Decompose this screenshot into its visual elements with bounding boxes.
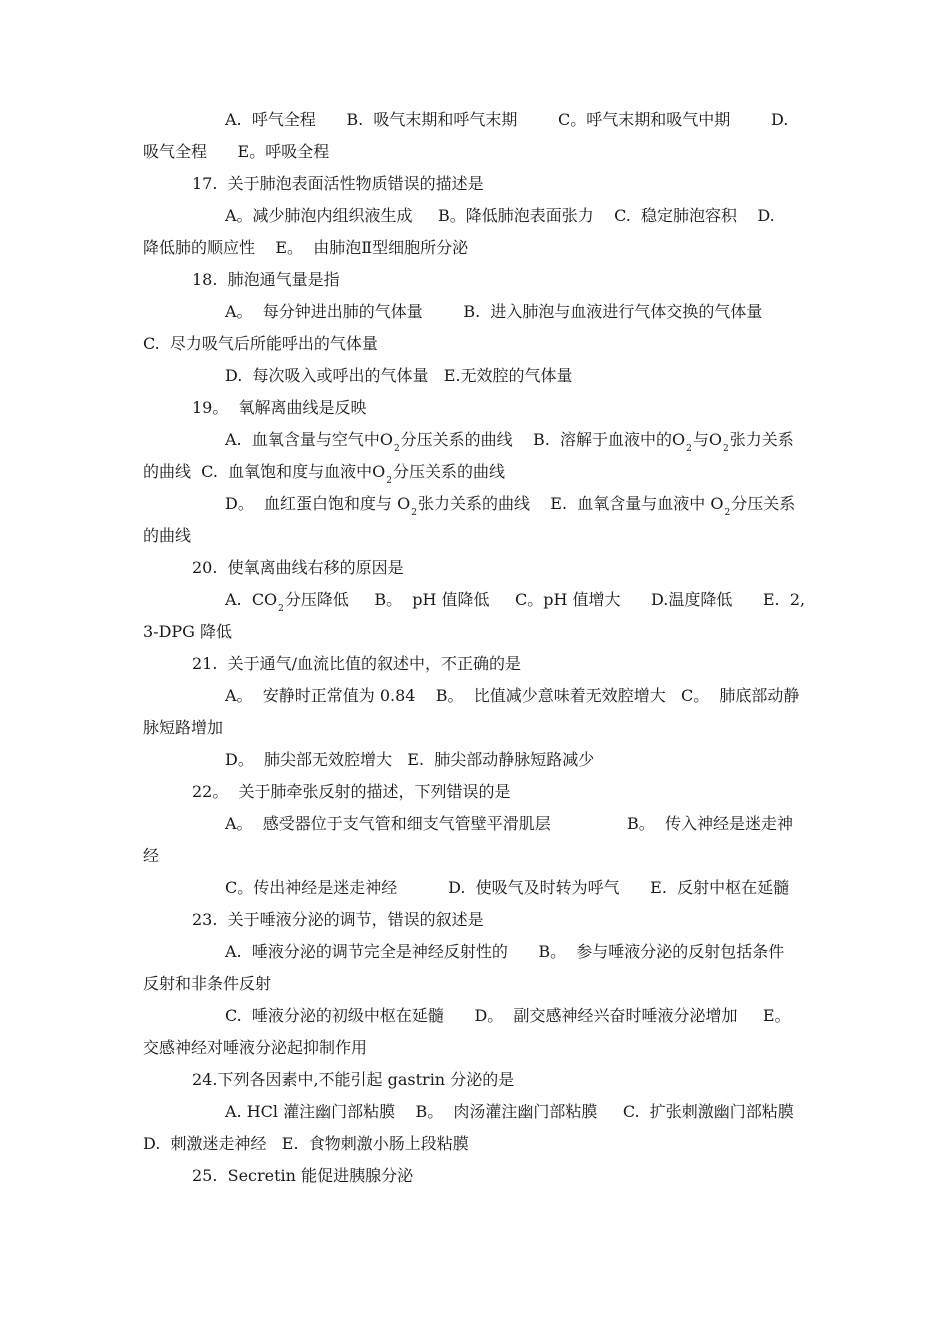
text-segment: 与O (692, 430, 723, 449)
q22-options-line-3 (225, 878, 789, 900)
text-segment: 脉短路增加 (143, 718, 224, 737)
text-segment: A. 血氧含量与空气中O (225, 430, 393, 449)
q17-options-line-1 (225, 206, 775, 228)
text-segment: 20. 使氧离曲线右移的原因是 (192, 558, 404, 577)
q20-question (192, 558, 404, 580)
q21-options-line-2 (143, 718, 223, 740)
text-segment: D。 血红蛋白饱和度与 O (225, 494, 411, 513)
text-segment: 降低肺的顺应性 E。 由肺泡Ⅱ型细胞所分泌 (143, 238, 469, 257)
q16-options-line-1 (225, 110, 788, 132)
text-segment: 经 (143, 846, 160, 865)
q22-options-line-1 (225, 814, 793, 836)
q23-options-line-1 (225, 942, 784, 964)
text-segment: 18. 肺泡通气量是指 (192, 270, 340, 289)
q21-options-line-1 (225, 686, 799, 708)
text-segment: A. 唾液分泌的调节完全是神经反射性的 B。 参与唾液分泌的反射包括条件 (225, 942, 785, 961)
subscript: 2 (411, 508, 417, 518)
q18-options-line-1 (225, 302, 762, 324)
q17-options-line-2 (143, 238, 468, 260)
q23-options-line-4 (143, 1038, 367, 1060)
text-segment: D。 肺尖部无效腔增大 E. 肺尖部动静脉短路减少 (225, 750, 595, 769)
text-segment: 25. Secretin 能促进胰腺分泌 (192, 1166, 414, 1185)
text-segment: 交感神经对唾液分泌起抑制作用 (143, 1038, 368, 1057)
text-segment: 24.下列各因素中,不能引起 gastrin 分泌的是 (192, 1070, 515, 1089)
text-segment: C. 唾液分泌的初级中枢在延髓 D。 副交感神经兴奋时唾液分泌增加 E。 (225, 1006, 791, 1025)
q23-question (192, 910, 484, 932)
text-segment: 19。 氧解离曲线是反映 (192, 398, 367, 417)
subscript: 2 (686, 444, 692, 454)
text-segment: 分压关系的曲线 (392, 462, 505, 481)
text-segment: 分压关系 (731, 494, 796, 513)
q18-question (192, 270, 340, 292)
text-segment: C. 尽力吸气后所能呼出的气体量 (143, 334, 378, 353)
q20-options-line-1 (225, 590, 805, 612)
text-segment: 21. 关于通气/血流比值的叙述中，不正确的是 (192, 654, 522, 673)
text-segment: 张力关系 (729, 430, 794, 449)
text-segment: A. HCl 灌注幽门部粘膜 B。 肉汤灌注幽门部粘膜 C. 扩张刺激幽门部粘膜 (225, 1102, 794, 1121)
text-segment: 反射和非条件反射 (143, 974, 272, 993)
q21-options-line-3 (225, 750, 594, 772)
q19-options-line-2 (143, 462, 505, 484)
subscript: 2 (386, 476, 392, 486)
q18-options-line-2 (143, 334, 378, 356)
q22-question (192, 782, 511, 804)
text-segment: C。传出神经是迷走神经 D. 使吸气及时转为呼气 E. 反射中枢在延髓 (225, 878, 790, 897)
text-segment: 23. 关于唾液分泌的调节，错误的叙述是 (192, 910, 484, 929)
text-segment: A. 呼气全程 B. 吸气末期和呼气末期 C。呼气末期和吸气中期 D. (225, 110, 789, 129)
text-segment: A。 每分钟进出肺的气体量 B. 进入肺泡与血液进行气体交换的气体量 (225, 302, 763, 321)
q24-options-line-1 (225, 1102, 794, 1124)
q20-options-line-2 (143, 622, 232, 644)
text-segment: 分压降低 B。 pH 值降低 C。pH 值增大 D.温度降低 E. 2, (284, 590, 806, 609)
text-segment: D. 刺激迷走神经 E. 食物刺激小肠上段粘膜 (143, 1134, 469, 1153)
q19-question (192, 398, 367, 420)
q25-question (192, 1166, 413, 1188)
q22-options-line-2 (143, 846, 159, 868)
q23-options-line-2 (143, 974, 271, 996)
text-segment: 17. 关于肺泡表面活性物质错误的描述是 (192, 174, 484, 193)
text-segment: 3-DPG 降低 (143, 622, 233, 641)
q17-question (192, 174, 484, 196)
text-segment: 22。 关于肺牵张反射的描述，下列错误的是 (192, 782, 511, 801)
q16-options-line-2 (143, 142, 329, 164)
text-segment: 分压关系的曲线 B. 溶解于血液中的O (400, 430, 686, 449)
subscript: 2 (393, 444, 400, 454)
text-segment: 张力关系的曲线 E. 血氧含量与血液中 O (417, 494, 724, 513)
q19-options-line-4 (143, 526, 191, 548)
q18-options-line-3 (225, 366, 573, 388)
text-segment: 的曲线 C. 血氧饱和度与血液中O (143, 462, 386, 481)
q19-options-line-1 (225, 430, 794, 452)
q21-question (192, 654, 521, 676)
q24-options-line-2 (143, 1134, 469, 1156)
q23-options-line-3 (225, 1006, 791, 1028)
subscript: 2 (278, 604, 284, 614)
text-segment: A。减少肺泡内组织液生成 B。降低肺泡表面张力 C. 稳定肺泡容积 D. (225, 206, 775, 225)
text-segment: 的曲线 (143, 526, 192, 545)
subscript: 2 (724, 508, 731, 518)
text-segment: A。 安静时正常值为 0.84 B。 比值减少意味着无效腔增大 C。 肺底部动静 (225, 686, 800, 705)
text-segment: A. CO (225, 590, 278, 609)
q24-question (192, 1070, 514, 1092)
q19-options-line-3 (225, 494, 795, 516)
text-segment: 吸气全程 E。呼吸全程 (143, 142, 330, 161)
subscript: 2 (723, 444, 729, 454)
text-segment: A。 感受器位于支气管和细支气管壁平滑肌层 B。 传入神经是迷走神 (225, 814, 793, 833)
text-segment: D. 每次吸入或呼出的气体量 E.无效腔的气体量 (225, 366, 573, 385)
